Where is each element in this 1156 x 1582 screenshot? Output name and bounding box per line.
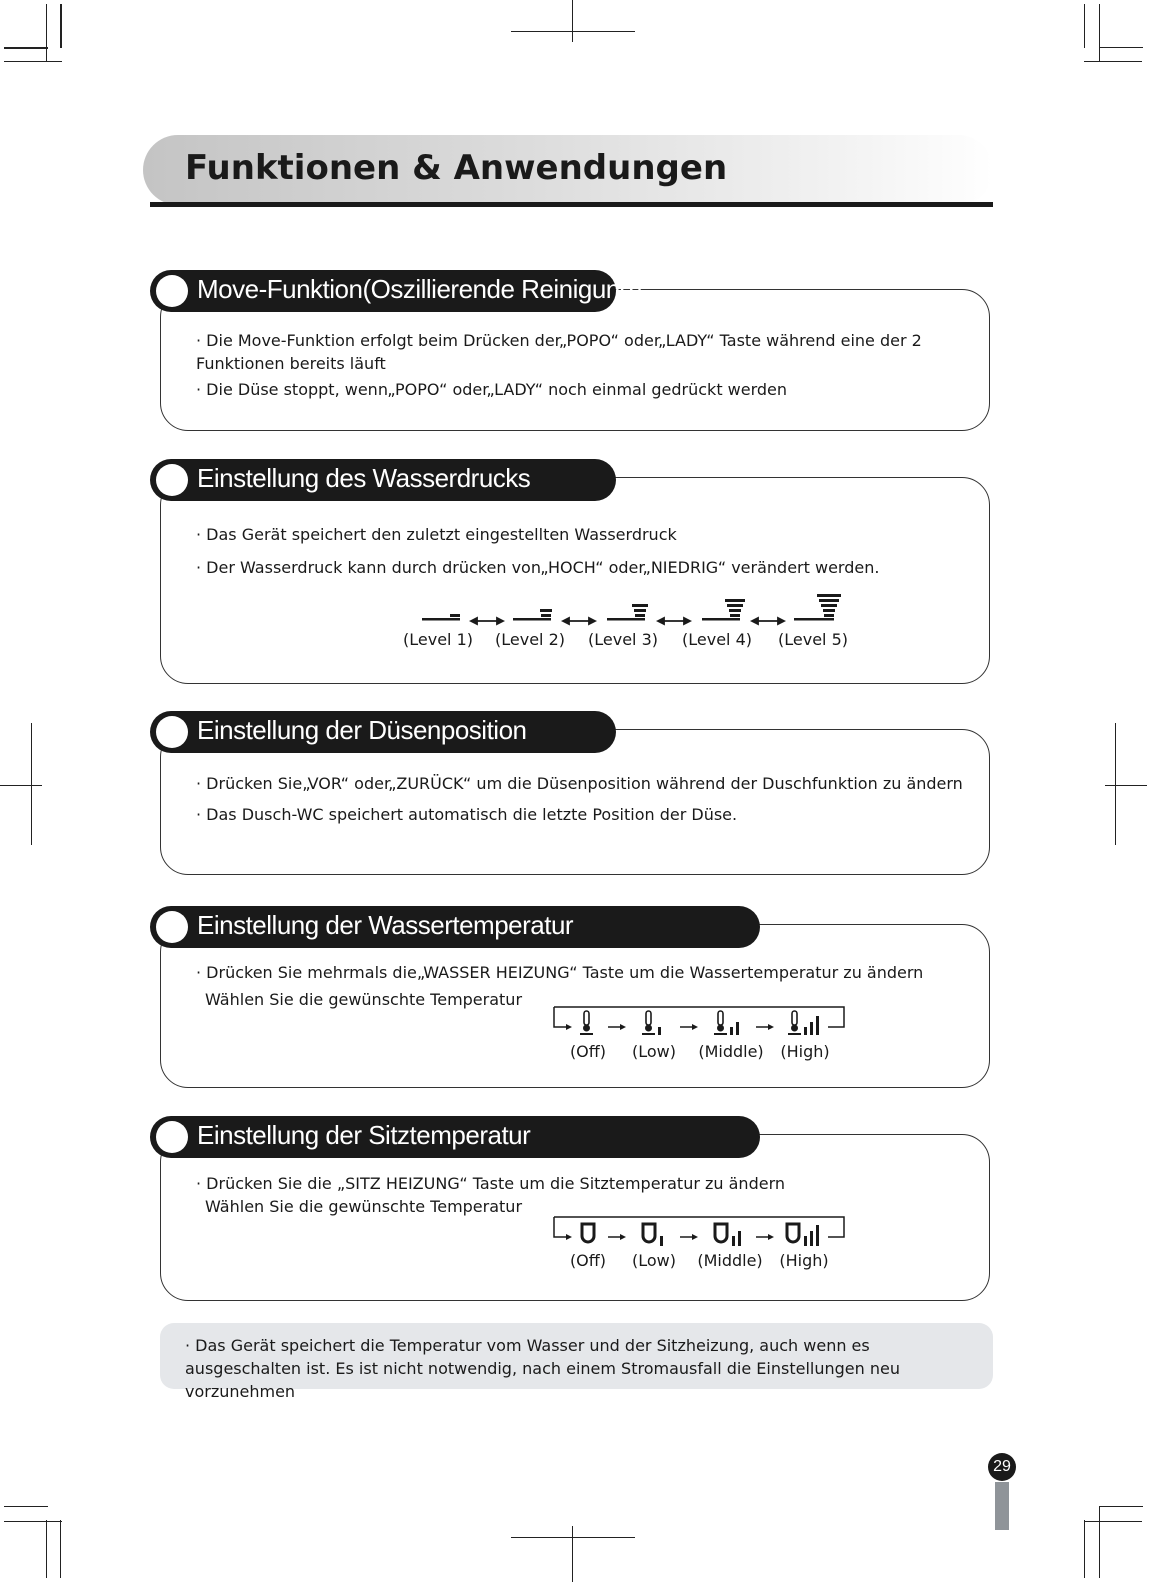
section-heading-text: Einstellung des Wasserdrucks [197, 463, 531, 493]
heading-dot [156, 911, 188, 943]
seat-level-label: (Middle) [697, 1251, 763, 1270]
arrow-icon [608, 1024, 626, 1030]
water-pressure-diagram [410, 592, 850, 628]
heading-dot [156, 275, 188, 307]
section-heading-pressure [150, 459, 616, 501]
bullet-item [196, 378, 936, 401]
bullet-item [196, 1172, 976, 1195]
bullet-item [196, 961, 976, 984]
note-body: Das Gerät speichert die Temperatur vom Wasser und der Sitzheizung, auch wenn es ausgeschalten ist. Es ist nicht notwendig, nach einem Stromausfall die Einstellungen neu vorzunehmen [185, 1336, 900, 1401]
section-heading-text: Einstellung der Wassertemperatur [197, 910, 574, 940]
bullet-dot: · [196, 1174, 207, 1193]
bullet-text: Der Wasserdruck kann durch drücken von„HOCH“ oder„NIEDRIG“ verändert werden. [206, 558, 880, 577]
temp-level-label: (High) [780, 1042, 830, 1061]
heading-dot [156, 1121, 188, 1153]
note-text [185, 1334, 975, 1403]
level-label: (Level 3) [588, 630, 658, 649]
pressure-level-3-icon [607, 604, 648, 621]
pressure-level-2-icon [513, 609, 552, 621]
section-heading-move [150, 270, 642, 312]
bullet-item [196, 556, 956, 579]
arrow-icon [680, 1234, 698, 1240]
bullet-dot: · [196, 331, 207, 350]
bullet-item [196, 803, 976, 826]
bullet-text: Drücken Sie mehrmals die„WASSER HEIZUNG“ Taste um die Wassertemperatur zu ändern [206, 963, 924, 982]
level-label: (Level 5) [778, 630, 848, 649]
bullet-dot: · [196, 805, 207, 824]
title-rule [150, 202, 993, 207]
arrow-icon [752, 618, 784, 624]
seat-high-icon [787, 1224, 819, 1246]
thermometer-middle-icon [714, 1011, 739, 1035]
seat-level-label: (High) [779, 1251, 829, 1270]
level-label: (Level 4) [682, 630, 752, 649]
arrow-icon [680, 1024, 698, 1030]
seat-level-label: (Low) [632, 1251, 676, 1270]
seat-low-icon [643, 1224, 663, 1246]
section-heading-nozzle [150, 711, 616, 753]
arrow-icon [756, 1024, 774, 1030]
page-number: 29 [988, 1453, 1016, 1481]
bullet-item [196, 523, 956, 546]
heading-dot [156, 716, 188, 748]
seat-temperature-diagram [550, 1213, 850, 1253]
level-label: (Level 2) [495, 630, 565, 649]
temp-level-label: (Off) [569, 1042, 607, 1061]
heading-dot [156, 464, 188, 496]
pressure-level-1-icon [422, 614, 460, 621]
bullet-text: Die Move-Funktion erfolgt beim Drücken der„POPO“ oder„LADY“ Taste während eine der 2 Funktionen bereits läuft [196, 331, 922, 373]
bullet-dot: · [196, 380, 207, 399]
section-heading-text: Einstellung der Düsenposition [197, 715, 527, 745]
arrow-icon [608, 1234, 626, 1240]
level-label: (Level 1) [403, 630, 473, 649]
bullet-text: Das Dusch-WC speichert automatisch die letzte Position der Düse. [206, 805, 738, 824]
page-title: Funktionen & Anwendungen [185, 148, 728, 188]
bullet-text: Das Gerät speichert den zuletzt eingestellten Wasserdruck [206, 525, 677, 544]
seat-icon [582, 1224, 594, 1242]
temp-level-label: (Low) [632, 1042, 676, 1061]
section-heading-text: Einstellung der Sitztemperatur [197, 1120, 531, 1150]
bullet-dot: · [196, 525, 207, 544]
bullet-dot: · [196, 558, 207, 577]
arrow-icon [756, 1234, 774, 1240]
bullet-text: Die Düse stoppt, wenn„POPO“ oder„LADY“ noch einmal gedrückt werden [206, 380, 788, 399]
temp-level-label: (Middle) [698, 1042, 764, 1061]
water-temperature-diagram [550, 1003, 850, 1043]
arrow-icon [471, 618, 503, 624]
subline-text: Wählen Sie die gewünschte Temperatur [205, 1197, 523, 1216]
pressure-level-5-icon [794, 594, 841, 621]
section-heading-text: Move-Funktion(Oszillierende Reinigung) [197, 274, 642, 304]
section-heading-seat-temp [150, 1116, 760, 1158]
page-tab-bar [995, 1482, 1009, 1530]
pressure-level-4-icon [702, 599, 745, 621]
bullet-dot: · [185, 1336, 196, 1355]
bullet-text: Drücken Sie„VOR“ oder„ZURÜCK“ um die Düsenposition während der Duschfunktion zu ändern [206, 774, 963, 793]
bullet-dot: · [196, 963, 207, 982]
section-box-pressure [160, 477, 990, 684]
seat-level-label: (Off) [569, 1251, 607, 1270]
bullet-item [196, 772, 976, 795]
arrow-icon [563, 618, 595, 624]
thermometer-low-icon [642, 1011, 661, 1035]
thermometer-high-icon [788, 1011, 819, 1035]
seat-middle-icon [715, 1224, 741, 1246]
thermometer-icon [580, 1011, 593, 1035]
bullet-item [196, 329, 936, 375]
section-heading-water-temp [150, 906, 760, 948]
arrow-icon [658, 618, 690, 624]
subline-text: Wählen Sie die gewünschte Temperatur [205, 990, 523, 1009]
bullet-dot: · [196, 774, 207, 793]
bullet-text: Drücken Sie die „SITZ HEIZUNG“ Taste um die Sitztemperatur zu ändern [206, 1174, 785, 1193]
